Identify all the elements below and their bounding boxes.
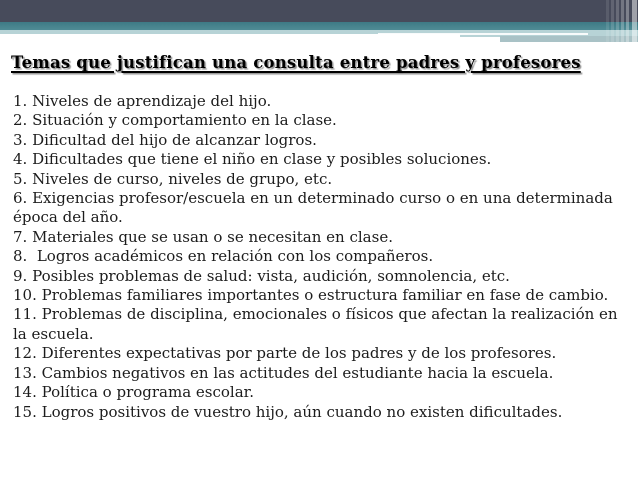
list-item: 12. Diferentes expectativas por parte de los padres y de los profesores. xyxy=(13,344,557,363)
corner-stripe xyxy=(621,0,624,46)
corner-stripe xyxy=(611,0,614,46)
corner-stripes-decoration xyxy=(604,0,638,46)
corner-stripe xyxy=(626,0,629,46)
slide-title: Temas que justifican una consulta entre padres y profesores xyxy=(11,53,581,72)
topics-list xyxy=(13,92,630,422)
list-item: 1. Niveles de aprendizaje del hijo. xyxy=(13,92,272,110)
list-item: 11. Problemas de disciplina, emocionales o físicos que afectan la realización en la escuela. xyxy=(13,305,623,343)
list-item: 3. Dificultad del hijo de alcanzar logros. xyxy=(13,130,317,149)
list-item: 7. Materiales que se usan o se necesitan en clase. xyxy=(13,227,393,246)
header-highlight-line xyxy=(378,33,588,35)
list-item: 6. Exigencias profesor/escuela en un determinado curso o en una determinada época del año. xyxy=(13,189,618,227)
list-item: 8. Logros académicos en relación con los compañeros. xyxy=(13,247,434,266)
list-item: 9. Posibles problemas de salud: vista, audición, somnolencia, etc. xyxy=(13,266,510,285)
list-item: 5. Niveles de curso, niveles de grupo, etc. xyxy=(13,169,333,188)
corner-stripe xyxy=(606,0,609,46)
header-bar-dark xyxy=(0,0,638,22)
list-item: 14. Política o programa escolar. xyxy=(13,383,254,402)
corner-stripe xyxy=(616,0,619,46)
header-bar-teal xyxy=(0,22,638,30)
list-item: 13. Cambios negativos en las actitudes del estudiante hacia la escuela. xyxy=(13,363,554,382)
corner-stripe xyxy=(632,0,637,46)
list-item: 10. Problemas familiares importantes o estructura familiar en fase de cambio. xyxy=(13,286,609,305)
list-item: 2. Situación y comportamiento en la clase. xyxy=(13,111,337,130)
list-item: 15. Logros positivos de vuestro hijo, aún cuando no existen dificultades. xyxy=(13,402,563,421)
list-item: 4. Dificultades que tiene el niño en clase y posibles soluciones. xyxy=(13,150,492,169)
